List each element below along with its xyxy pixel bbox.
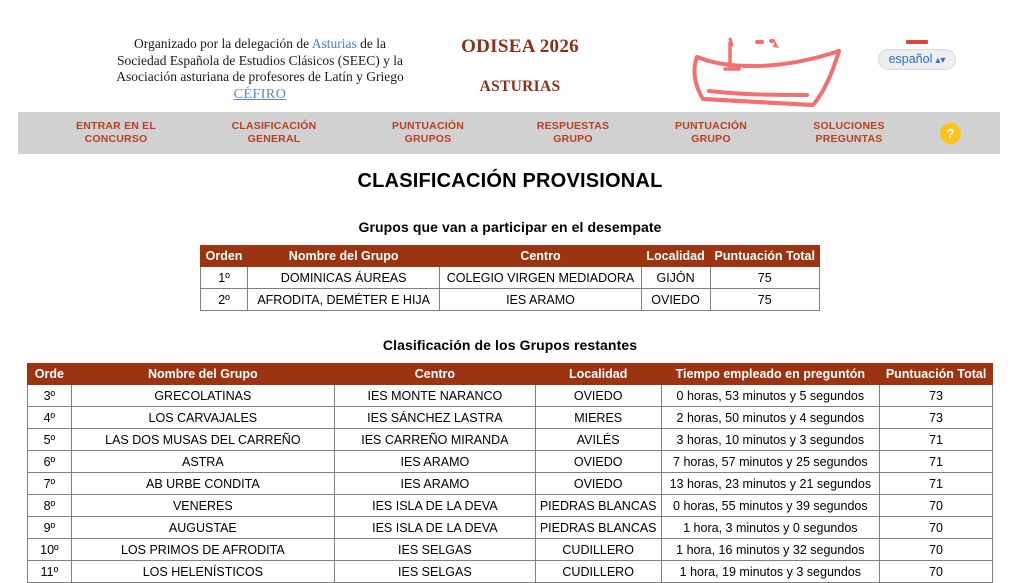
cell-nombre: AFRODITA, DEMÉTER E HIJA <box>248 289 440 311</box>
ship-logo <box>683 25 853 110</box>
cell-tiempo: 0 horas, 53 minutos y 5 segundos <box>661 385 880 407</box>
site-subtitle: ASTURIAS <box>479 78 561 95</box>
cell-nombre: LAS DOS MUSAS DEL CARREÑO <box>71 429 334 451</box>
nav-label-line2: GENERAL <box>247 133 301 145</box>
cell-localidad: OVIEDO <box>535 451 661 473</box>
cell-puntuacion: 75 <box>710 267 819 289</box>
cell-orden: 11º <box>28 561 72 583</box>
col-puntuacion-total: Puntuación Total <box>710 246 819 267</box>
cell-centro: IES SÁNCHEZ LASTRA <box>334 407 535 429</box>
cell-centro: IES MONTE NARANCO <box>334 385 535 407</box>
cell-tiempo: 2 horas, 50 minutos y 4 segundos <box>661 407 880 429</box>
organizer-line-3: Asociación asturiana de profesores de Latín y Griego <box>116 69 404 84</box>
cell-puntuacion: 71 <box>880 451 993 473</box>
col-centro: Centro <box>440 246 641 267</box>
cell-orden: 3º <box>28 385 72 407</box>
nav-label-line1: ENTRAR EN EL <box>76 120 156 132</box>
col-orden: Orde <box>28 364 72 385</box>
nav-label-line2: PREGUNTAS <box>815 133 883 145</box>
tiebreak-table <box>200 245 820 311</box>
cell-puntuacion: 70 <box>880 561 993 583</box>
cell-localidad: CUDILLERO <box>535 539 661 561</box>
organizer-line-1 <box>60 36 460 53</box>
page-header <box>0 0 1020 112</box>
cell-centro: IES ARAMO <box>334 473 535 495</box>
cell-puntuacion: 70 <box>880 495 993 517</box>
tie-section-heading: Grupos que van a participar en el desempate <box>358 219 662 235</box>
language-selector-wrap <box>869 40 965 70</box>
table-row <box>28 385 993 407</box>
cell-centro: IES ISLA DE LA DEVA <box>334 495 535 517</box>
cell-nombre: LOS PRIMOS DE AFRODITA <box>71 539 334 561</box>
nav-label-line2: GRUPO <box>553 133 593 145</box>
cell-orden: 4º <box>28 407 72 429</box>
cell-tiempo: 7 horas, 57 minutos y 25 segundos <box>661 451 880 473</box>
cell-orden: 7º <box>28 473 72 495</box>
cell-centro: IES ARAMO <box>440 289 641 311</box>
rest-section-heading: Clasificación de los Grupos restantes <box>382 337 638 353</box>
organizer-text <box>60 36 460 103</box>
table-row <box>28 539 993 561</box>
cell-centro: IES SELGAS <box>334 539 535 561</box>
nav-label-line1: PUNTUACIÓN <box>675 120 747 132</box>
cell-localidad: GIJÓN <box>641 267 710 289</box>
nav-label-line2: GRUPO <box>691 133 731 145</box>
cell-puntuacion: 75 <box>710 289 819 311</box>
nav-respuestas-grupo[interactable] <box>508 120 638 146</box>
cell-puntuacion: 70 <box>880 517 993 539</box>
nav-label-line1: RESPUESTAS <box>536 120 610 132</box>
nav-label-line2: GRUPOS <box>404 133 452 145</box>
cell-puntuacion: 73 <box>880 385 993 407</box>
nav-label-line1: PUNTUACIÓN <box>392 120 464 132</box>
nav-label-line2: CONCURSO <box>84 133 148 145</box>
col-localidad: Localidad <box>641 246 710 267</box>
nav-label-line1: CLASIFICACIÓN <box>231 120 317 132</box>
organizer-line-1-post: de la <box>356 36 387 51</box>
cell-orden: 9º <box>28 517 72 539</box>
table-row <box>28 407 993 429</box>
language-flag-icon <box>906 40 928 44</box>
cefiro-link[interactable]: CÉFIRO <box>233 86 287 102</box>
cell-centro: IES SELGAS <box>334 561 535 583</box>
site-title-block <box>430 36 610 96</box>
col-tiempo-empleado: Tiempo empleado en preguntón <box>661 364 880 385</box>
cell-localidad: MIERES <box>535 407 661 429</box>
cell-orden: 6º <box>28 451 72 473</box>
nav-entrar-en-el-concurso[interactable] <box>40 120 192 146</box>
cell-orden: 2º <box>201 289 248 311</box>
standings-table-body <box>28 385 993 583</box>
cell-centro: COLEGIO VIRGEN MEDIADORA <box>440 267 641 289</box>
table-row <box>28 517 993 539</box>
cell-nombre: AUGUSTAE <box>71 517 334 539</box>
cell-tiempo: 1 hora, 3 minutos y 0 segundos <box>661 517 880 539</box>
cell-puntuacion: 71 <box>880 473 993 495</box>
cell-nombre: ASTRA <box>71 451 334 473</box>
table-header-row <box>28 364 993 385</box>
cell-nombre: GRECOLATINAS <box>71 385 334 407</box>
cell-centro: IES ARAMO <box>334 451 535 473</box>
table-row <box>201 289 820 311</box>
table-row <box>28 473 993 495</box>
table-header-row <box>201 246 820 267</box>
nav-puntuacion-grupos[interactable] <box>356 120 500 146</box>
cell-centro: IES ISLA DE LA DEVA <box>334 517 535 539</box>
col-localidad: Localidad <box>535 364 661 385</box>
col-nombre-del-grupo: Nombre del Grupo <box>248 246 440 267</box>
tiebreak-table-body <box>201 267 820 311</box>
page-title: CLASIFICACIÓN PROVISIONAL <box>357 170 663 192</box>
table-row <box>28 495 993 517</box>
organizer-line-2: Sociedad Española de Estudios Clásicos (SEEC) y la <box>116 52 404 68</box>
chevron-updown-icon: ▴▾ <box>935 55 946 66</box>
cell-tiempo: 13 horas, 23 minutos y 21 segundos <box>661 473 880 495</box>
cell-nombre: LOS CARVAJALES <box>71 407 334 429</box>
organizer-line-1-pre: Organizado por la delegación de <box>133 36 312 51</box>
nav-puntuacion-grupo[interactable] <box>646 120 776 146</box>
cell-orden: 1º <box>201 267 248 289</box>
table-row <box>28 429 993 451</box>
cell-localidad: OVIEDO <box>641 289 710 311</box>
cell-nombre: AB URBE CONDITA <box>71 473 334 495</box>
cell-orden: 5º <box>28 429 72 451</box>
col-orden: Orden <box>201 246 248 267</box>
col-centro: Centro <box>334 364 535 385</box>
asturias-link[interactable]: Asturias <box>311 36 357 51</box>
site-title: ODISEA 2026 <box>461 36 579 57</box>
cell-tiempo: 1 hora, 19 minutos y 3 segundos <box>661 561 880 583</box>
standings-table <box>27 363 993 583</box>
cell-localidad: PIEDRAS BLANCAS <box>535 495 661 517</box>
cell-puntuacion: 70 <box>880 539 993 561</box>
language-select-value: español <box>888 52 933 66</box>
nav-label-line1: SOLUCIONES <box>813 120 885 132</box>
col-puntuacion-total: Puntuación Total <box>880 364 993 385</box>
cell-nombre: LOS HELENÍSTICOS <box>71 561 334 583</box>
cell-orden: 10º <box>28 539 72 561</box>
cell-localidad: AVILÉS <box>535 429 661 451</box>
cell-nombre: VENERES <box>71 495 334 517</box>
cell-localidad: OVIEDO <box>535 473 661 495</box>
cell-puntuacion: 71 <box>880 429 993 451</box>
cell-localidad: CUDILLERO <box>535 561 661 583</box>
cell-tiempo: 0 horas, 55 minutos y 39 segundos <box>661 495 880 517</box>
main-navigation <box>18 112 1000 154</box>
cell-orden: 8º <box>28 495 72 517</box>
help-icon[interactable]: ? <box>940 123 961 144</box>
cell-puntuacion: 73 <box>880 407 993 429</box>
table-row <box>28 451 993 473</box>
cell-tiempo: 3 horas, 10 minutos y 3 segundos <box>661 429 880 451</box>
cell-localidad: PIEDRAS BLANCAS <box>535 517 661 539</box>
cell-nombre: DOMINICAS ÁUREAS <box>248 267 440 289</box>
main-content <box>0 154 1020 583</box>
cell-localidad: OVIEDO <box>535 385 661 407</box>
table-row <box>28 561 993 583</box>
nav-clasificacion-general[interactable] <box>198 120 350 146</box>
language-select[interactable] <box>878 49 957 70</box>
table-row <box>201 267 820 289</box>
col-nombre-del-grupo: Nombre del Grupo <box>71 364 334 385</box>
nav-soluciones-preguntas[interactable] <box>784 120 914 146</box>
cell-centro: IES CARREÑO MIRANDA <box>334 429 535 451</box>
cell-tiempo: 1 hora, 16 minutos y 32 segundos <box>661 539 880 561</box>
